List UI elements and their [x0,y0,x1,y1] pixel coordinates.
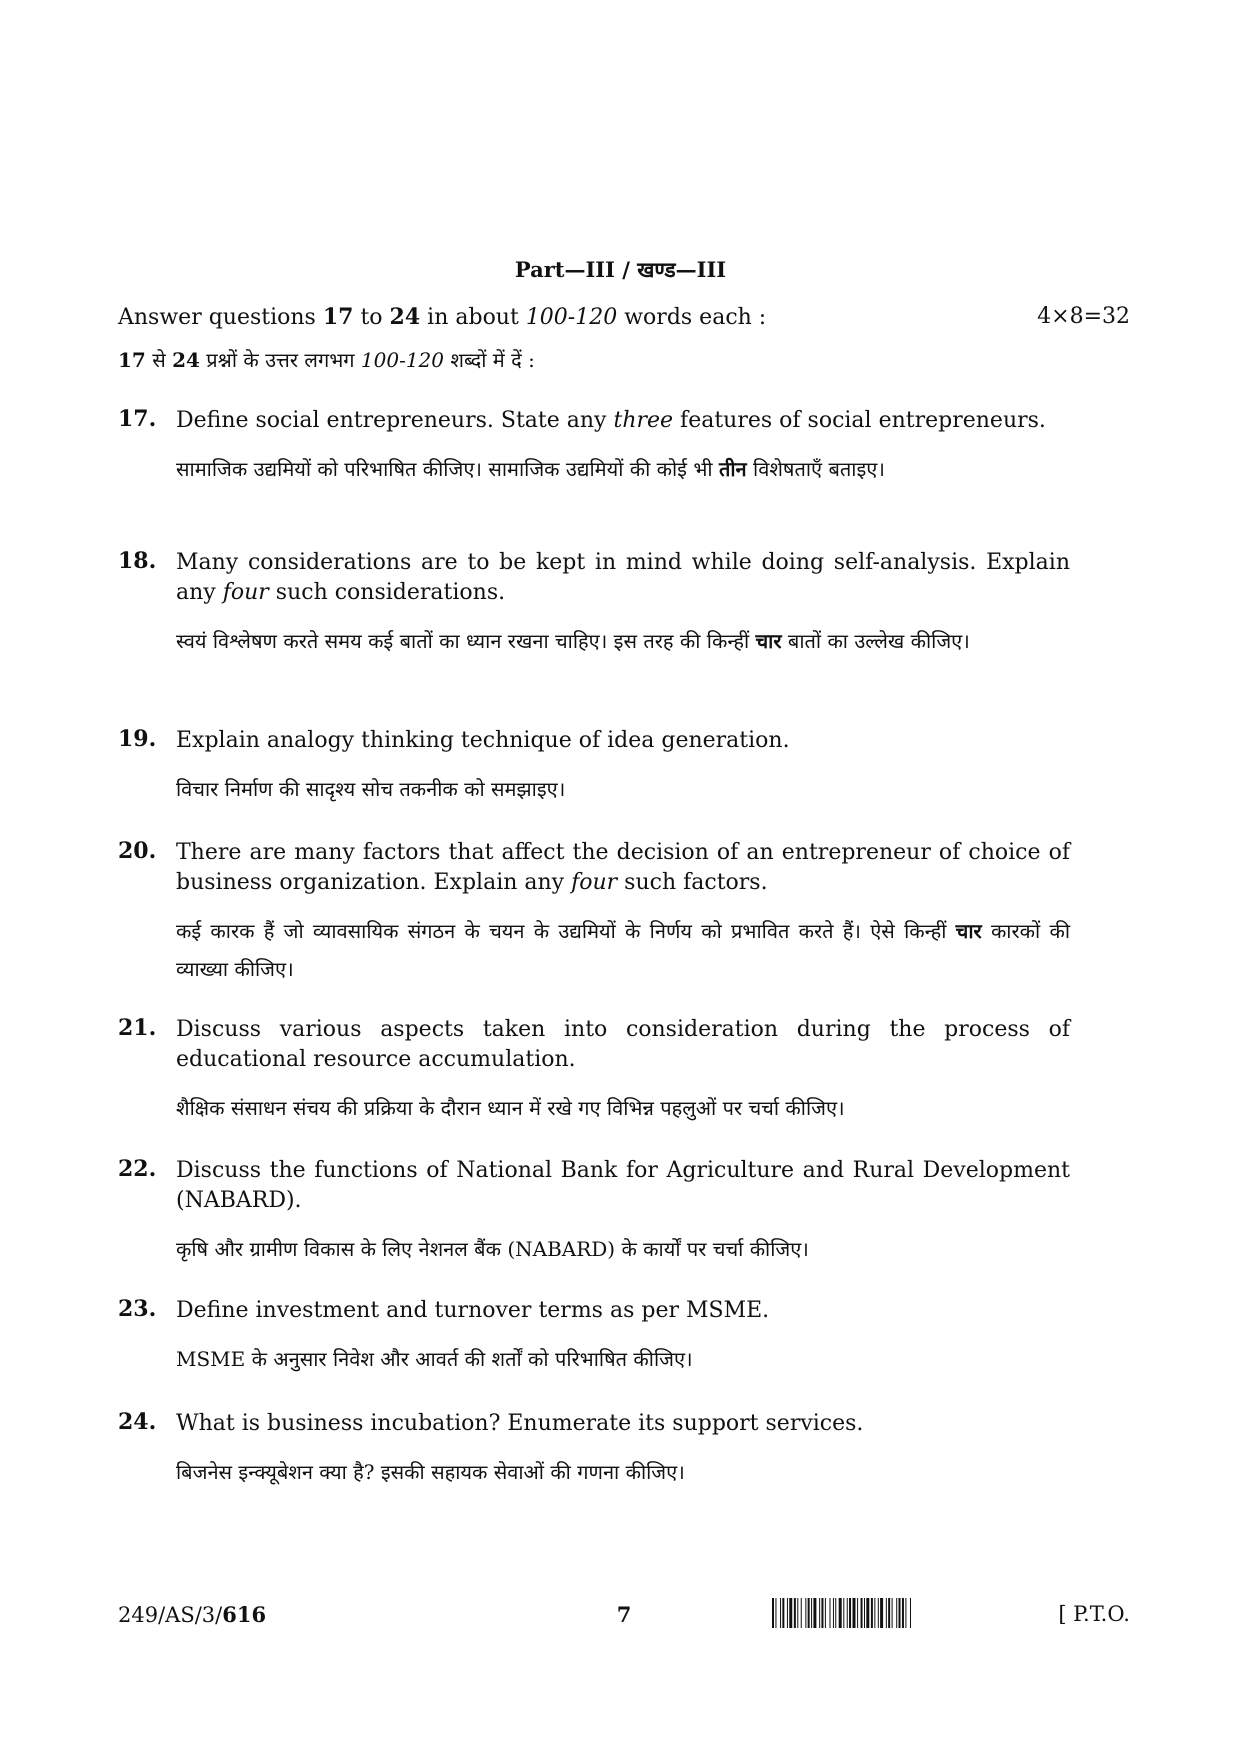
question-number: 22. [118,1156,157,1182]
instructions-en [118,304,1130,330]
text: What is business incubation? Enumerate its support services. [176,1411,864,1436]
question-text-en [176,838,1070,898]
instr-text: Answer questions [118,305,323,330]
question-number: 24. [118,1409,157,1435]
text: विचार निर्माण की सादृश्य सोच तकनीक को समझाइए। [176,777,566,801]
question-number: 20. [118,838,157,864]
question-number: 17. [118,406,157,432]
emphasis: four [571,870,618,895]
question-number: 21. [118,1015,157,1041]
text: such considerations. [268,580,506,605]
text: बिजनेस इन्क्यूबेशन क्या है? इसकी सहायक सेवाओं की गणना कीजिए। [176,1460,685,1484]
question-text-en [176,1156,1070,1216]
page-number: 7 [616,1602,632,1627]
text: शैक्षिक संसाधन संचय की प्रक्रिया के दौरान ध्यान में रखे गए विभिन्न पहलुओं पर चर्चा कीजिए। [176,1096,845,1120]
text: सामाजिक उद्यमियों को परिभाषित कीजिए। सामाजिक उद्यमियों की कोई भी [176,457,719,481]
text: कृषि और ग्रामीण विकास के लिए नेशनल बैंक (NABARD) के कार्यों पर चर्चा कीजिए। [176,1237,809,1261]
question-text-hi [176,1453,1070,1491]
emphasis: four [222,580,269,605]
text: कई कारक हैं जो व्यावसायिक संगठन के चयन के उद्यमियों के निर्णय को प्रभावित करते हैं। ऐसे किन्हीं [176,919,956,943]
paper-code-number: 616 [222,1602,267,1627]
text: विशेषताएँ बताइए। [746,457,885,481]
section-heading-separator: / [614,257,638,282]
question-text-hi [176,770,1070,808]
text: कारकों की व्याख्या कीजिए। [176,919,1070,981]
emphasis: तीन [718,457,747,481]
text: There are many factors that affect the decision of an entrepreneur of choice of business organization. Explain any [176,840,1070,895]
text: such factors. [617,870,768,895]
emphasis: चार [755,629,782,653]
question-number: 23. [118,1296,157,1322]
section-heading-en: Part—III [514,257,615,282]
instr-word-range: 100-120 [525,305,618,330]
question-text-en [176,1409,1070,1439]
section-heading [0,256,1241,284]
text: Define social entrepreneurs. State any [176,408,614,433]
instr-hi-text: से [145,348,173,372]
pto-label: [ P.T.O. [1058,1602,1130,1626]
instructions-hi [118,346,1130,373]
question-24 [118,1409,1070,1491]
question-text-hi [176,1340,1070,1378]
instr-hi-num-end: 24 [172,348,200,372]
marks-allocation: 4×8=32 [1037,304,1130,329]
paper-code-prefix: 249/AS/3/ [118,1603,223,1627]
question-text-en [176,548,1070,608]
question-23 [118,1296,1070,1378]
instr-hi-word-range: 100-120 [360,348,444,372]
question-text-hi [176,1089,1070,1127]
question-text-en [176,726,1070,756]
text: Many considerations are to be kept in mind while doing self-analysis. Explain any [176,550,1070,605]
text: बातों का उल्लेख कीजिए। [781,629,970,653]
text: MSME के अनुसार निवेश और आवर्त की शर्तों को परिभाषित कीजिए। [176,1347,693,1371]
text: features of social entrepreneurs. [673,408,1046,433]
instr-num-start: 17 [322,304,354,330]
instr-hi-num-start: 17 [118,348,146,372]
page-footer [118,1598,1130,1638]
question-18 [118,548,1070,660]
question-text-hi [176,912,1070,988]
instr-text: words each : [617,305,767,330]
instr-num-end: 24 [389,304,421,330]
instr-text: to [353,305,390,330]
emphasis: three [613,408,674,433]
question-19 [118,726,1070,808]
question-number: 18. [118,548,157,574]
text: Discuss various aspects taken into consideration during the process of educational resource accumulation. [176,1017,1070,1072]
question-21 [118,1015,1070,1127]
instr-hi-text: प्रश्नों के उत्तर लगभग [199,348,361,372]
question-text-en [176,406,1070,436]
question-text-hi [176,1230,1070,1268]
text: Explain analogy thinking technique of idea generation. [176,728,790,753]
question-text-hi [176,622,1070,660]
section-heading-hi: खण्ड—III [637,257,727,282]
question-text-en [176,1015,1070,1075]
text: स्वयं विश्लेषण करते समय कई बातों का ध्यान रखना चाहिए। इस तरह की किन्हीं [176,629,756,653]
text: Discuss the functions of National Bank for Agriculture and Rural Development (NABARD). [176,1158,1070,1213]
emphasis: चार [955,919,982,943]
question-text-en [176,1296,1070,1326]
barcode-icon [772,1598,1048,1628]
text: Define investment and turnover terms as per MSME. [176,1298,770,1323]
question-22 [118,1156,1070,1268]
question-number: 19. [118,726,157,752]
question-17 [118,406,1070,488]
instr-hi-text: शब्दों में दें : [444,348,535,372]
instr-text: in about [420,305,526,330]
question-20 [118,838,1070,988]
question-text-hi [176,450,1070,488]
